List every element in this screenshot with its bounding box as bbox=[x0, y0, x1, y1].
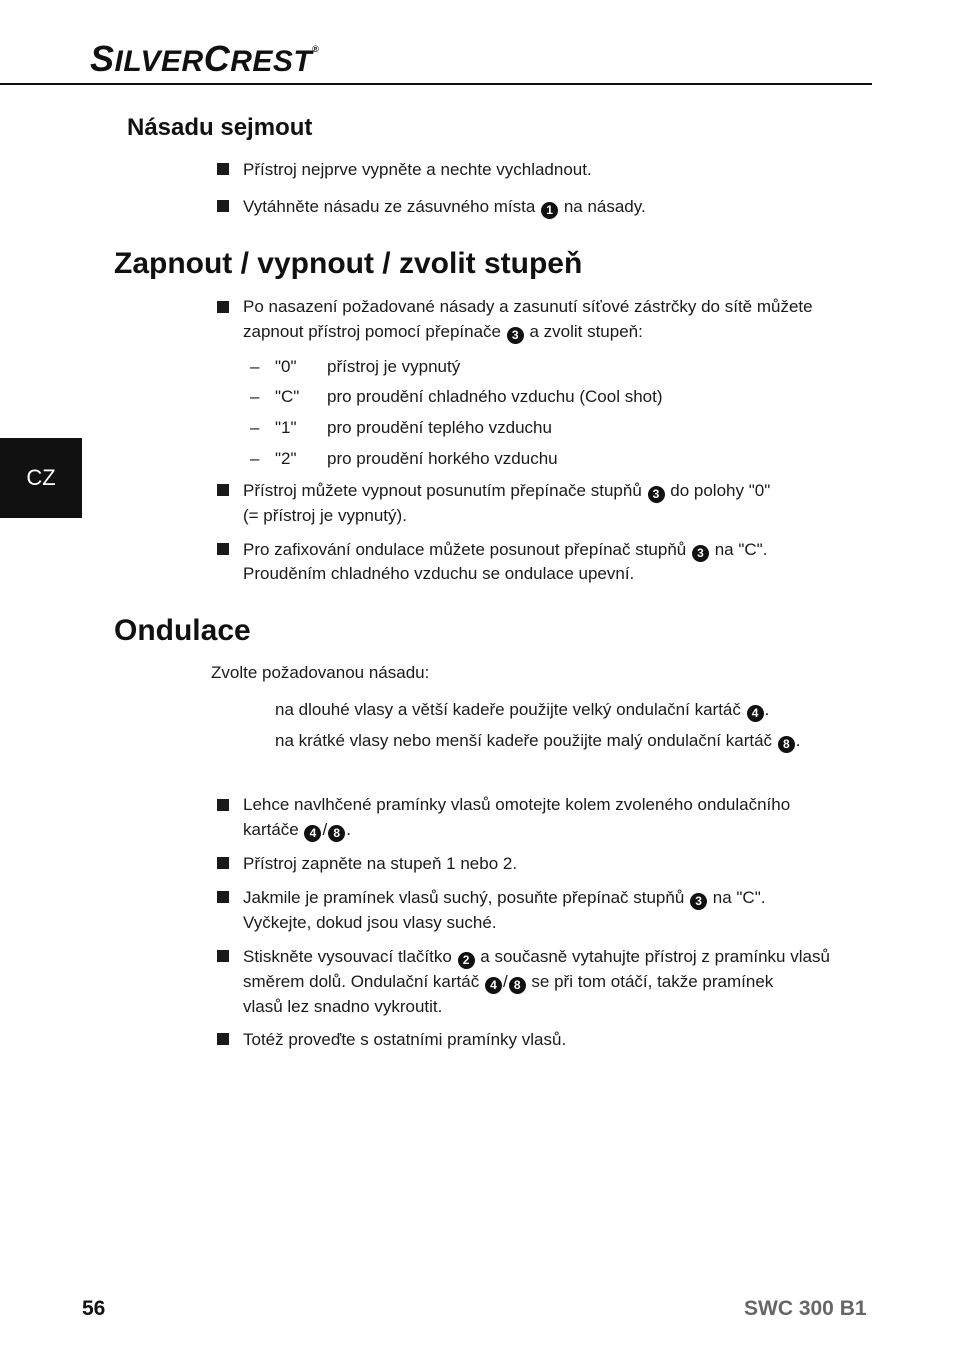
bullet-square bbox=[217, 543, 229, 555]
bullet-square bbox=[217, 484, 229, 496]
waving-intro: Zvolte požadovanou násadu: bbox=[211, 663, 430, 682]
number-badge: 8 bbox=[509, 977, 526, 994]
text: Pro zafixování ondulace můžete posunout přepínač stupňů bbox=[243, 540, 687, 559]
level-code: "1" bbox=[275, 418, 297, 437]
switch-bullet-1-line-2 bbox=[243, 319, 643, 344]
switch-bullet-1-line-1: Po nasazení požadované násady a zasunutí síťové zástrčky do sítě můžete bbox=[243, 297, 813, 316]
waving-option-1 bbox=[275, 697, 769, 722]
language-tab bbox=[0, 438, 82, 518]
level-dash: – bbox=[250, 449, 260, 468]
number-badge: 8 bbox=[778, 736, 795, 753]
text: na krátké vlasy nebo menší kadeře použijte malý ondulační kartáč bbox=[275, 731, 773, 750]
header-rule bbox=[0, 83, 872, 85]
text: Vytáhněte násadu ze zásuvného místa bbox=[243, 197, 536, 216]
heading-remove-attachment: Násadu sejmout bbox=[127, 114, 313, 141]
silvercrest-logo bbox=[90, 38, 319, 80]
bullet-square bbox=[217, 857, 229, 869]
text: . bbox=[795, 731, 801, 750]
text: se při tom otáčí, takže pramínek bbox=[531, 972, 774, 991]
logo-letter-c: C bbox=[203, 38, 231, 79]
text: do polohy "0" bbox=[670, 481, 771, 500]
text: Stiskněte vysouvací tlačítko bbox=[243, 947, 452, 966]
bullet-square bbox=[217, 200, 229, 212]
text: na "C". bbox=[712, 888, 766, 907]
text: na "C". bbox=[714, 540, 768, 559]
number-badge: 1 bbox=[541, 202, 558, 219]
switch-bullet-3-line-2: Prouděním chladného vzduchu se ondulace upevní. bbox=[243, 564, 635, 583]
registered-mark: ® bbox=[312, 44, 320, 54]
waving-option-2 bbox=[275, 728, 801, 753]
level-dash: – bbox=[250, 387, 260, 406]
level-desc: přístroj je vypnutý bbox=[327, 357, 461, 376]
level-desc: pro proudění chladného vzduchu (Cool shot) bbox=[327, 387, 663, 406]
level-code: "0" bbox=[275, 357, 297, 376]
text: a současně vytahujte přístroj z pramínku vlasů bbox=[480, 947, 830, 966]
number-badge: 4 bbox=[304, 825, 321, 842]
number-badge: 4 bbox=[747, 705, 764, 722]
bullet-square bbox=[217, 891, 229, 903]
switch-bullet-2-line-2: (= přístroj je vypnutý). bbox=[243, 506, 407, 525]
logo-letter-s: S bbox=[90, 38, 115, 79]
number-badge: 3 bbox=[648, 486, 665, 503]
bullet-square bbox=[217, 163, 229, 175]
language-tab-label: CZ bbox=[26, 465, 56, 490]
waving-bullet-4-line-3: vlasů lez snadno vykroutit. bbox=[243, 997, 443, 1016]
text: na dlouhé vlasy a větší kadeře použijte velký ondulační kartáč bbox=[275, 700, 741, 719]
level-code: "2" bbox=[275, 449, 297, 468]
waving-bullet-1-line-1: Lehce navlhčené pramínky vlasů omotejte kolem zvoleného ondulačního bbox=[243, 795, 791, 814]
page-number: 56 bbox=[82, 1297, 106, 1320]
switch-bullet-2-line-1 bbox=[243, 478, 770, 503]
text: zapnout přístroj pomocí přepínače bbox=[243, 322, 501, 341]
bullet-square bbox=[217, 799, 229, 811]
bullet-square bbox=[217, 950, 229, 962]
number-badge: 3 bbox=[690, 893, 707, 910]
waving-bullet-1-line-2 bbox=[243, 817, 351, 842]
number-badge: 8 bbox=[328, 825, 345, 842]
text: směrem dolů. Ondulační kartáč bbox=[243, 972, 480, 991]
number-badge: 2 bbox=[458, 952, 475, 969]
switch-bullet-3-line-1 bbox=[243, 537, 767, 562]
waving-bullet-5: Totéž proveďte s ostatními pramínky vlasů. bbox=[243, 1030, 567, 1049]
level-dash: – bbox=[250, 357, 260, 376]
logo-text-ilver: ILVER bbox=[114, 45, 204, 78]
text: / bbox=[322, 820, 328, 839]
remove-bullet-1: Přístroj nejprve vypněte a nechte vychladnout. bbox=[243, 160, 592, 179]
text: a zvolit stupeň: bbox=[529, 322, 643, 341]
text: kartáče bbox=[243, 820, 299, 839]
heading-switch: Zapnout / vypnout / zvolit stupeň bbox=[114, 247, 583, 280]
number-badge: 4 bbox=[485, 977, 502, 994]
remove-bullet-2 bbox=[243, 194, 646, 219]
text: na násady. bbox=[563, 197, 646, 216]
level-dash: – bbox=[250, 418, 260, 437]
number-badge: 3 bbox=[692, 545, 709, 562]
waving-bullet-4-line-2 bbox=[243, 969, 773, 994]
text: Jakmile je pramínek vlasů suchý, posuňte přepínač stupňů bbox=[243, 888, 685, 907]
level-desc: pro proudění teplého vzduchu bbox=[327, 418, 552, 437]
level-code: "C" bbox=[275, 387, 300, 406]
text: . bbox=[346, 820, 351, 839]
bullet-square bbox=[217, 1033, 229, 1045]
logo-text-rest: REST bbox=[230, 45, 313, 78]
model-number: SWC 300 B1 bbox=[744, 1297, 867, 1320]
number-badge: 3 bbox=[507, 327, 524, 344]
text: / bbox=[502, 972, 508, 991]
text: . bbox=[764, 700, 770, 719]
waving-bullet-3-line-2: Vyčkejte, dokud jsou vlasy suché. bbox=[243, 913, 497, 932]
waving-bullet-4-line-1 bbox=[243, 944, 830, 969]
waving-bullet-3-line-1 bbox=[243, 885, 765, 910]
heading-waving: Ondulace bbox=[114, 614, 251, 647]
waving-bullet-2: Přístroj zapněte na stupeň 1 nebo 2. bbox=[243, 854, 518, 873]
level-desc: pro proudění horkého vzduchu bbox=[327, 449, 558, 468]
text: Přístroj můžete vypnout posunutím přepínače stupňů bbox=[243, 481, 642, 500]
bullet-square bbox=[217, 301, 229, 313]
